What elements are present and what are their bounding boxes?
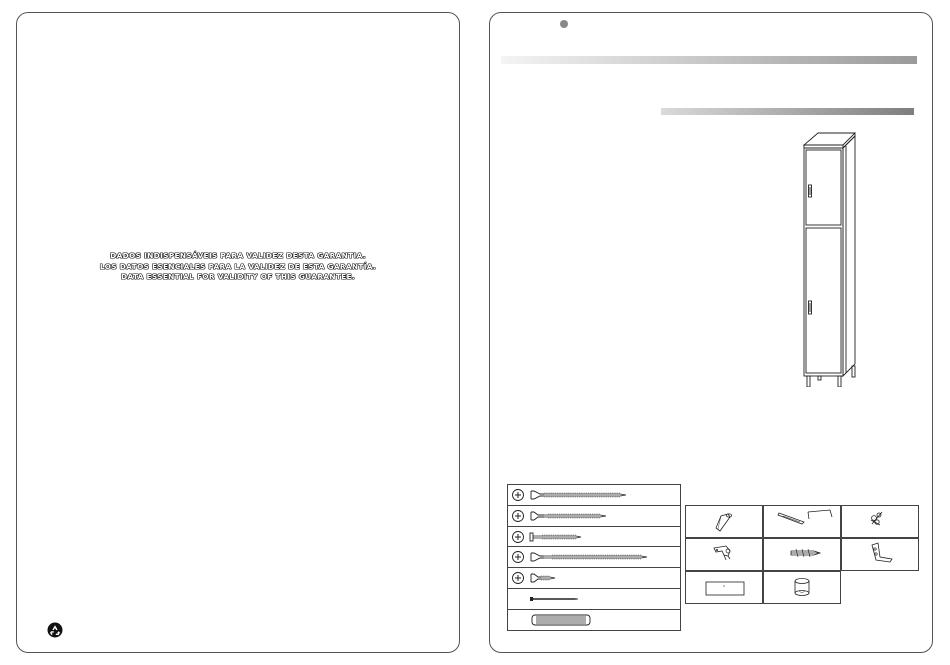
hardware-cell: [841, 538, 919, 571]
warranty-line-pt: DADOS INDISPENSÁVEIS PARA VALIDEZ DESTA GARANTIA.: [110, 251, 366, 260]
hardware-row: [508, 527, 680, 548]
warranty-line-en: DATA ESSENTIAL FOR VALIDITY OF THIS GUARANTEE.: [121, 272, 355, 281]
hardware-cell: [763, 571, 841, 604]
hardware-screws-table: [507, 484, 681, 631]
right-page: [489, 12, 933, 653]
bullet-dot: [560, 20, 568, 28]
handle-icon: [764, 506, 842, 539]
cam-lock-icon: [842, 506, 920, 539]
label-plate-icon: [686, 572, 764, 605]
nail-icon: [508, 589, 680, 609]
hardware-cell: [685, 505, 763, 538]
hardware-cell: [763, 538, 841, 571]
hardware-row: [508, 610, 680, 631]
cap-cover-icon: [764, 572, 842, 605]
screw-icon: [508, 506, 680, 526]
hardware-fittings-grid: [685, 505, 919, 604]
warranty-line-es: LOS DATOS ESENCIALES PARA LA VALIDEZ DE ESTA GARANTÍA.: [99, 261, 377, 271]
screw-icon: [508, 568, 680, 588]
hardware-row: [508, 568, 680, 589]
screw-icon: [508, 527, 680, 547]
wooden-dowel-icon: [508, 610, 680, 630]
hinge-icon: [686, 539, 764, 572]
hardware-cell: [685, 571, 763, 604]
warranty-notice: [17, 251, 459, 283]
bracket-icon: [842, 539, 920, 572]
hardware-row: [508, 547, 680, 568]
screw-icon: [508, 485, 680, 505]
left-page: [16, 12, 460, 653]
hardware-row: [508, 506, 680, 527]
recycle-icon: [47, 622, 63, 638]
hardware-row: [508, 485, 680, 506]
screw-icon: [508, 547, 680, 567]
hardware-row: [508, 589, 680, 610]
hardware-cell: [685, 538, 763, 571]
hardware-cell: [763, 505, 841, 538]
leg-foot-icon: [686, 506, 764, 539]
section-bar: [661, 108, 914, 115]
wall-plug-icon: [764, 539, 842, 572]
header-bar: [501, 56, 917, 64]
hardware-cell: [841, 505, 919, 538]
tall-cabinet-drawing: [800, 129, 870, 387]
